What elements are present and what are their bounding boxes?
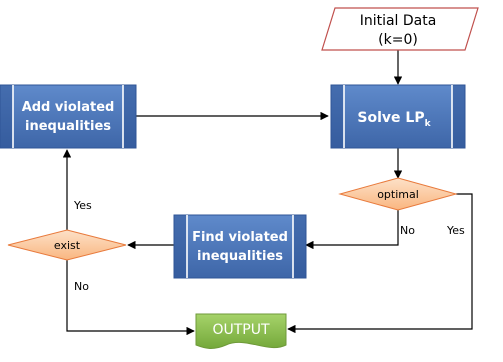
exist-decision (8, 230, 126, 260)
output-node (196, 314, 286, 348)
optimal-decision (340, 178, 456, 210)
add-violated-line2: inequalities (25, 119, 111, 134)
edge-optimal-yes (288, 194, 472, 329)
edge-optimal-no (306, 210, 398, 245)
optimal-label: optimal (377, 188, 419, 201)
find-violated-line2: inequalities (197, 249, 283, 264)
find-violated-node (174, 215, 306, 278)
find-violated-line1: Find violated (192, 230, 288, 245)
edge-label-optimal-no: No (400, 224, 415, 237)
edge-label-exist-no: No (74, 280, 89, 293)
solve-lp-label: Solve $LP_k$ (357, 110, 431, 129)
add-violated-node (0, 85, 136, 148)
output-label: OUTPUT (212, 322, 270, 338)
exist-label: exist (53, 239, 81, 252)
edge-label-exist-yes: Yes (74, 199, 92, 212)
initial-data-line2: (k=0) (378, 32, 418, 48)
initial-data-node (322, 8, 478, 50)
initial-data-line1: Initial Data (359, 13, 437, 29)
edge-label-optimal-yes: Yes (447, 224, 465, 237)
solve-lp-node (331, 85, 465, 148)
add-violated-line1: Add violated (21, 100, 115, 115)
